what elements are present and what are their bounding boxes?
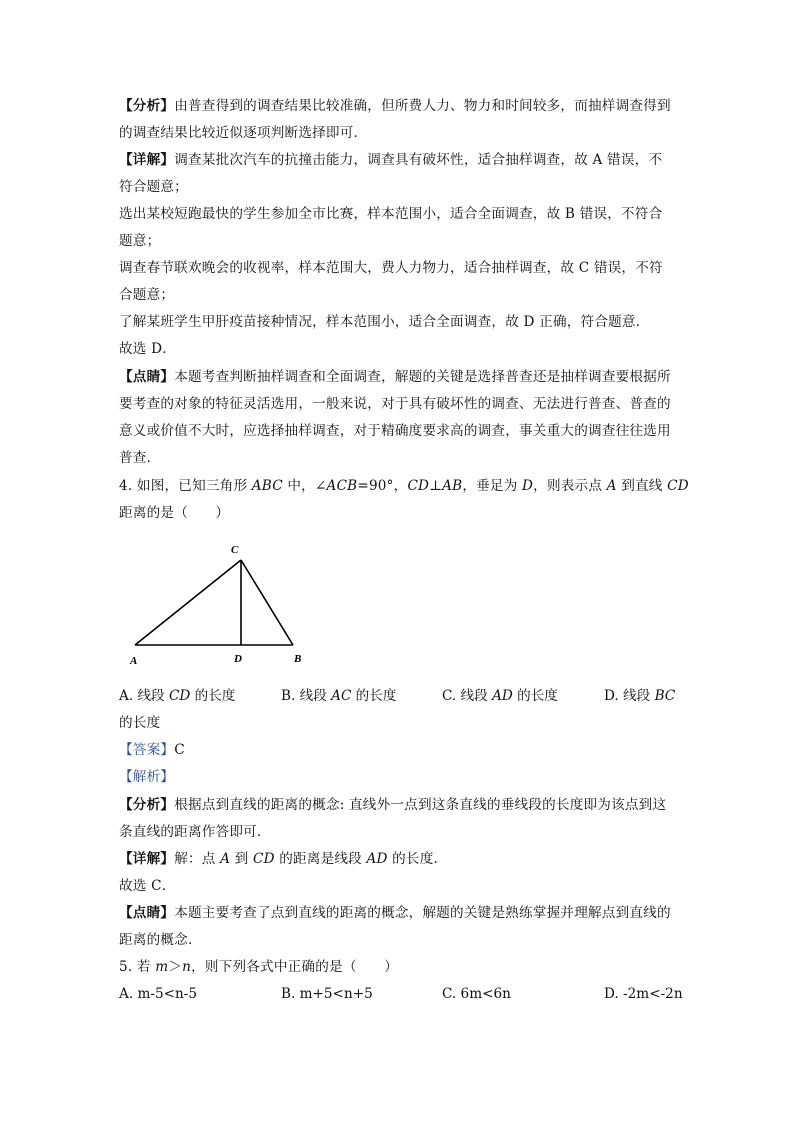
q4-var-cd-2: CD xyxy=(667,478,689,494)
q4-detail-text-3: 的距离是线段 xyxy=(274,851,367,867)
q4-text-1: 如图，已知三角形 xyxy=(136,478,252,494)
segment-cb xyxy=(241,560,293,645)
triangle-figure xyxy=(125,538,315,668)
q4-text-3: =90°， xyxy=(357,478,408,494)
q4-detail-var-cd: CD xyxy=(252,851,275,867)
q4-option-a[interactable] xyxy=(119,686,235,706)
q4-option-b-suffix: 的长度 xyxy=(351,688,397,704)
q4-detail-label: 【详解】 xyxy=(119,851,175,867)
detail-text: 调查某批次汽车的抗撞击能力，调查具有破坏性，适合抽样调查，故 A 错误，不 xyxy=(174,152,663,168)
q5-option-c[interactable]: C. 6m<6n xyxy=(442,986,511,1002)
q4-option-d[interactable] xyxy=(604,686,675,706)
q4-text-6: ，则表示点 xyxy=(533,478,607,494)
q4-analysis-label: 【分析】 xyxy=(119,797,175,813)
q4-option-d-continued: 的长度 xyxy=(119,715,161,731)
q4-comment-text: 本题主要考查了点到直线的距离的概念，解题的关键是熟练掌握并理解点到直线的 xyxy=(174,905,671,921)
detail-paragraph-line-1 xyxy=(119,150,679,170)
answer-label: 【答案】 xyxy=(119,742,175,758)
q4-text-5: ，垂足为 xyxy=(462,478,523,494)
analysis-paragraph-line-1 xyxy=(119,96,679,116)
q4-option-d-var: BC xyxy=(654,688,676,704)
answer-value: C xyxy=(174,742,185,758)
q4-comment-line-2: 距离的概念． xyxy=(119,932,202,948)
detail-line-b1: 选出某校短跑最快的学生参加全市比赛，样本范围小，适合全面调查，故 B 错误，不符合 xyxy=(119,206,663,222)
analysis-label: 【分析】 xyxy=(119,98,175,114)
q5-option-d[interactable]: D. -2m<-2n xyxy=(604,986,683,1002)
detail-line-c2: 合题意； xyxy=(119,287,175,303)
segment-ac xyxy=(135,560,241,645)
q5-var-m: m xyxy=(155,959,169,975)
q4-var-a: A xyxy=(606,478,617,494)
analysis-text: 由普查得到的调查结果比较准确，但所费人力、物力和时间较多，而抽样调查得到 xyxy=(174,98,671,114)
q4-var-acb: ACB xyxy=(326,478,358,494)
q5-number: 5. xyxy=(119,959,137,975)
q4-choose: 故选 C． xyxy=(119,878,176,894)
q5-gt: ＞ xyxy=(168,959,183,975)
q4-option-c-suffix: 的长度 xyxy=(512,688,558,704)
q4-var-abc: ABC xyxy=(251,478,283,494)
q4-analysis-text: 根据点到直线的距离的概念: 直线外一点到这条直线的垂线段的长度即为该点到这 xyxy=(174,797,667,813)
q4-option-c[interactable] xyxy=(442,686,558,706)
q4-comment-line-1 xyxy=(119,903,679,923)
q4-text-2: 中，∠ xyxy=(282,478,327,494)
comment-text: 本题考查判断抽样调查和全面调查，解题的关键是选择普查还是抽样调查要根据所 xyxy=(174,369,671,385)
comment-line-4: 普查． xyxy=(119,450,161,466)
q4-perp: ⊥ xyxy=(429,478,443,494)
question-4-stem xyxy=(119,476,689,496)
q4-var-d: D xyxy=(522,478,534,494)
q4-detail-line xyxy=(119,849,679,869)
q4-option-b-prefix: B. 线段 xyxy=(281,688,332,704)
q4-option-a-var: CD xyxy=(168,688,191,704)
vertex-label-c: C xyxy=(231,544,239,556)
q4-option-d-prefix: D. 线段 xyxy=(604,688,655,704)
q4-answer-line xyxy=(119,740,679,760)
q4-detail-var-ad: AD xyxy=(366,851,388,867)
q4-analysis-line-2: 条直线的距离作答即可． xyxy=(119,824,271,840)
detail-label: 【详解】 xyxy=(119,152,175,168)
q4-detail-var-a: A xyxy=(220,851,231,867)
q4-option-a-suffix: 的长度 xyxy=(190,688,236,704)
q4-var-ab: AB xyxy=(442,478,463,494)
comment-line-2: 要考查的对象的特征灵活选用，一般来说，对于具有破坏性的调查、无法进行普查、普查的 xyxy=(119,396,671,412)
q4-number: 4. xyxy=(119,478,137,494)
comment-line-3: 意义或价值不大时，应选择抽样调查，对于精确度要求高的调查，事关重大的调查往往选用 xyxy=(119,423,671,439)
q4-comment-label: 【点睛】 xyxy=(119,905,175,921)
vertex-label-a: A xyxy=(130,655,138,667)
q5-text-1: 若 xyxy=(136,959,156,975)
q4-option-c-var: AD xyxy=(492,688,513,704)
q4-detail-text-2: 到 xyxy=(230,851,253,867)
question-4-stem-line-2: 距离的是（ ） xyxy=(119,505,230,521)
q4-detail-text-1: 解：点 xyxy=(174,851,221,867)
q4-text-7: 到直线 xyxy=(616,478,668,494)
question-5-stem xyxy=(119,957,679,977)
jiexi-label: 【解析】 xyxy=(119,769,175,785)
q5-var-n: n xyxy=(182,959,192,975)
q4-option-b-var: AC xyxy=(331,688,352,704)
comment-label: 【点睛】 xyxy=(119,369,175,385)
q4-option-b[interactable] xyxy=(281,686,396,706)
q4-analysis-line-1 xyxy=(119,795,679,815)
q5-option-a[interactable]: A. m-5<n-5 xyxy=(119,986,197,1002)
q4-var-cd: CD xyxy=(407,478,430,494)
comment-paragraph-line-1 xyxy=(119,367,679,387)
q5-text-2: ，则下列各式中正确的是（ ） xyxy=(191,959,398,975)
detail-choose: 故选 D． xyxy=(119,341,177,357)
q4-detail-text-4: 的长度． xyxy=(387,851,448,867)
vertex-label-b: B xyxy=(294,653,302,665)
analysis-paragraph-line-2: 的调查结果比较近似逐项判断选择即可． xyxy=(119,125,368,141)
detail-line-b2: 题意； xyxy=(119,233,161,249)
detail-line-d: 了解某班学生甲肝疫苗接种情况，样本范围小，适合全面调查，故 D 正确，符合题意． xyxy=(119,314,650,330)
detail-line-c1: 调查春节联欢晚会的收视率，样本范围大，费人力物力，适合抽样调查，故 C 错误，不符 xyxy=(119,260,663,276)
q5-option-b[interactable]: B. m+5<n+5 xyxy=(281,986,373,1002)
q4-option-a-prefix: A. 线段 xyxy=(119,688,169,704)
detail-line-a2: 符合题意； xyxy=(119,179,188,195)
vertex-label-d: D xyxy=(234,653,242,665)
q4-option-c-prefix: C. 线段 xyxy=(442,688,493,704)
